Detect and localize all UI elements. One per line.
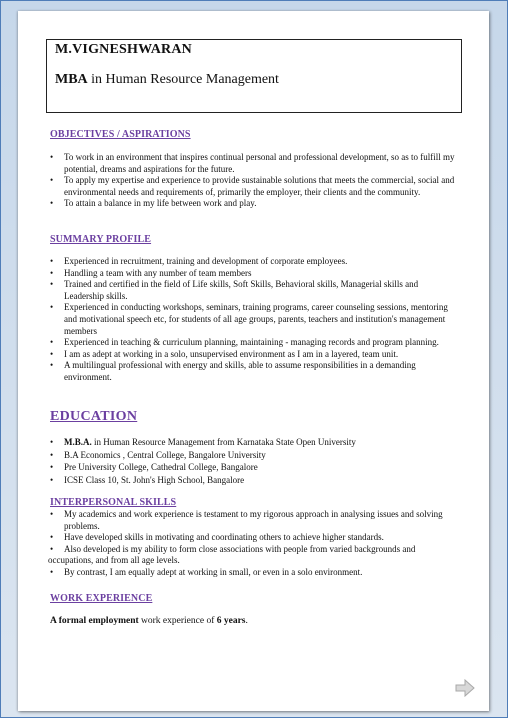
- candidate-name: M.VIGNESHWARAN: [55, 42, 192, 57]
- list-item: • Trained and certified in the field of Life skills, Soft Skills, Behavioral skills, Managerial skills and Leadership skills.: [48, 279, 458, 302]
- objectives-list: [48, 152, 458, 210]
- education-list: [48, 436, 458, 486]
- list-item: • By contrast, I am equally adept at working in small, or even in a solo environment.: [48, 567, 458, 579]
- candidate-degree: [55, 72, 279, 88]
- work-experience-text: [50, 616, 248, 626]
- list-item: • I am as adept at working in a solo, unsupervised environment as I am in a layered, team unit.: [48, 349, 458, 361]
- work-years: 6 years: [216, 616, 246, 626]
- edu-text: in Human Resource Management from Karnataka State Open University: [91, 437, 356, 447]
- list-item: [48, 461, 458, 474]
- degree-rest: in Human Resource Management: [87, 72, 279, 87]
- summary-heading: SUMMARY PROFILE: [50, 234, 152, 245]
- list-item: • My academics and work experience is testament to my rigorous approach in analysing issues and solving problems.: [48, 509, 458, 532]
- next-arrow-icon[interactable]: [455, 679, 475, 697]
- list-item: • Have developed skills in motivating and coordinating others to achieve higher standards.: [48, 532, 458, 544]
- edu-text: B.A Economics , Central College, Bangalore University: [64, 449, 266, 460]
- interpersonal-list: [48, 509, 458, 579]
- list-item: [48, 436, 458, 449]
- list-item: • A multilingual professional with energy and skills, able to assume responsibilities in a demanding environment.: [48, 360, 458, 383]
- edu-bold: M.B.A.: [64, 437, 92, 447]
- edu-text: ICSE Class 10, St. John's High School, Bangalore: [64, 474, 245, 485]
- list-item: • Also developed is my ability to form close associations with people from varied backgrounds and occupations, and from all age levels.: [48, 544, 458, 567]
- list-item: • Experienced in recruitment, training and development of corporate employees.: [48, 256, 458, 268]
- work-experience-heading: WORK EXPERIENCE: [50, 593, 153, 604]
- education-heading: EDUCATION: [50, 409, 138, 424]
- work-mid: work experience of: [138, 616, 217, 626]
- list-item: • To attain a balance in my life between work and play.: [48, 198, 458, 210]
- list-item: • To work in an environment that inspires continual personal and professional development, so as to fulfill my potential, dreams and aspirations for the future.: [48, 152, 458, 175]
- edu-text: Pre University College, Cathedral College, Bangalore: [64, 462, 258, 472]
- list-item: • To apply my expertise and experience to provide sustainable solutions that meets the commercial, social and environmental needs and requirements of, primarily the employer, their clients and the community.: [48, 175, 458, 198]
- list-item: • Handling a team with any number of team members: [48, 268, 458, 280]
- degree-short: MBA: [55, 72, 88, 87]
- list-item: [48, 449, 458, 462]
- objectives-heading: OBJECTIVES / ASPIRATIONS: [50, 129, 191, 140]
- name-header-box: [46, 39, 462, 113]
- list-item: • Experienced in teaching & curriculum planning, maintaining - managing records and program planning.: [48, 337, 458, 349]
- list-item: • Experienced in conducting workshops, seminars, training programs, career counseling sessions, mentoring and motivational speech etc, for students of all age groups, parents, teachers and institution's management members: [48, 302, 458, 337]
- interpersonal-heading: INTERPERSONAL SKILLS: [50, 497, 177, 508]
- summary-list: [48, 256, 458, 384]
- work-end: .: [245, 616, 248, 626]
- work-bold: A formal employment: [50, 616, 139, 626]
- list-item: [48, 474, 458, 487]
- resume-page: [18, 11, 489, 711]
